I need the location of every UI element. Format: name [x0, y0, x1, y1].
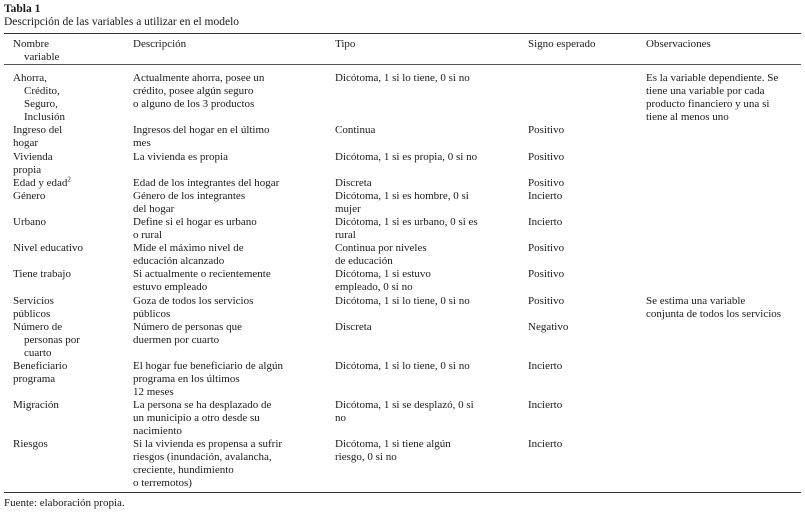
- variable-name-cell: [4, 399, 122, 412]
- type-cell: [335, 438, 520, 464]
- observations-line: Se estima una variable: [646, 295, 746, 307]
- description-line: Mide el máximo nivel de: [133, 242, 244, 254]
- description-line: o terremotos): [133, 477, 192, 489]
- variable-name-line: Nivel educativo: [13, 242, 83, 254]
- variable-name-line: Número de: [13, 321, 63, 333]
- description-line: Edad de los integrantes del hogar: [133, 177, 280, 189]
- description-line: Goza de todos los servicios: [133, 295, 254, 307]
- description-line: Define si el hogar es urbano: [133, 216, 257, 228]
- variable-name-cell: [4, 360, 122, 386]
- expected-sign-line: Positivo: [528, 268, 565, 280]
- type-cell: [335, 177, 520, 190]
- expected-sign-cell: [528, 438, 638, 451]
- expected-sign-line: Incierto: [528, 438, 563, 450]
- variable-name-line: Género: [13, 190, 46, 202]
- type-line: rural: [335, 229, 356, 241]
- description-cell: [133, 72, 333, 111]
- type-cell: [335, 268, 520, 294]
- expected-sign-cell: [528, 177, 638, 190]
- type-cell: [335, 124, 520, 137]
- expected-sign-line: Incierto: [528, 216, 563, 228]
- variable-name-line: hogar: [13, 137, 39, 149]
- variable-name-line: programa: [13, 373, 56, 385]
- observations-line: producto financiero y una si: [646, 98, 770, 110]
- type-line: Continua: [335, 124, 376, 136]
- expected-sign-cell: [528, 268, 638, 281]
- expected-sign-header: [528, 38, 638, 51]
- type-cell: [335, 242, 520, 268]
- description-cell: [133, 360, 333, 399]
- type-line: Discreta: [335, 321, 372, 333]
- expected-sign-line: Incierto: [528, 399, 563, 411]
- description-line: del hogar: [133, 203, 175, 215]
- type-cell: [335, 72, 520, 85]
- variable-name-cell: [4, 124, 122, 150]
- variable-name-line: Nombre: [13, 38, 50, 50]
- description-line: públicos: [133, 308, 171, 320]
- description-line: mes: [133, 137, 151, 149]
- variable-name-line: Tiene trabajo: [13, 268, 71, 280]
- table-number: Tabla 1: [4, 3, 41, 15]
- variable-name-line: Servicios: [13, 295, 54, 307]
- description-cell: [133, 177, 333, 190]
- variable-name-line: Vivienda: [13, 151, 53, 163]
- type-line: de educación: [335, 255, 393, 267]
- description-cell: [133, 216, 333, 242]
- description-line: La vivienda es propia: [133, 151, 228, 163]
- expected-sign-line: Positivo: [528, 151, 565, 163]
- expected-sign-line: Positivo: [528, 242, 565, 254]
- observations-line: conjunta de todos los servicios: [646, 308, 782, 320]
- description-line: un municipio a otro desde su: [133, 412, 260, 424]
- expected-sign-cell: [528, 190, 638, 203]
- description-cell: [133, 190, 333, 216]
- expected-sign-cell: [528, 399, 638, 412]
- observations-cell: [646, 72, 801, 124]
- variable-name-cell: [4, 216, 122, 229]
- type-line: Tipo: [335, 38, 356, 50]
- bottom-rule: [4, 492, 801, 493]
- variable-name-line: Crédito,: [24, 85, 60, 97]
- expected-sign-line: Incierto: [528, 360, 563, 372]
- description-cell: [133, 268, 333, 294]
- description-line: programa en los últimos: [133, 373, 240, 385]
- description-cell: [133, 242, 333, 268]
- type-line: Dicótoma, 1 si lo tiene, 0 si no: [335, 295, 470, 307]
- description-cell: [133, 399, 333, 438]
- expected-sign-cell: [528, 151, 638, 164]
- description-line: Actualmente ahorra, posee un: [133, 72, 265, 84]
- variable-name-line: Ahorra,: [13, 72, 47, 84]
- table-title: Descripción de las variables a utilizar en el modelo: [4, 16, 240, 28]
- type-cell: [335, 295, 520, 308]
- expected-sign-cell: [528, 216, 638, 229]
- variable-name-cell: [4, 177, 122, 190]
- description-line: crédito, posee algún seguro: [133, 85, 254, 97]
- type-line: Dicótoma, 1 si es urbano, 0 si es: [335, 216, 478, 228]
- variable-name-line: Riesgos: [13, 438, 48, 450]
- type-line: Continua por niveles: [335, 242, 427, 254]
- type-line: Dicótoma, 1 si es propia, 0 si no: [335, 151, 478, 163]
- type-line: Dicótoma, 1 si lo tiene, 0 si no: [335, 72, 470, 84]
- expected-sign-cell: [528, 295, 638, 308]
- expected-sign-cell: [528, 242, 638, 255]
- type-line: Dicótoma, 1 si es hombre, 0 si: [335, 190, 469, 202]
- table-source: Fuente: elaboración propia.: [4, 497, 125, 509]
- variable-name-line: Beneficiario: [13, 360, 68, 372]
- description-line: Descripción: [133, 38, 187, 50]
- description-line: o alguno de los 3 productos: [133, 98, 255, 110]
- observations-header: [646, 38, 801, 51]
- type-line: Discreta: [335, 177, 372, 189]
- expected-sign-cell: [528, 124, 638, 137]
- type-cell: [335, 216, 520, 242]
- expected-sign-line: Positivo: [528, 124, 565, 136]
- type-line: no: [335, 412, 346, 424]
- variable-name-line: Ingreso del: [13, 124, 63, 136]
- description-line: estuvo empleado: [133, 281, 208, 293]
- expected-sign-line: Signo esperado: [528, 38, 596, 50]
- variable-name-line: cuarto: [24, 347, 52, 359]
- description-line: Número de personas que: [133, 321, 243, 333]
- type-cell: [335, 151, 520, 164]
- variable-name-line: variable: [24, 51, 60, 63]
- variable-name-line: personas por: [24, 334, 80, 346]
- observations-line: Observaciones: [646, 38, 711, 50]
- observations-line: Es la variable dependiente. Se: [646, 72, 779, 84]
- table-caption: [4, 3, 239, 29]
- variable-name-cell: [4, 242, 122, 255]
- type-cell: [335, 190, 520, 216]
- expected-sign-line: Positivo: [528, 177, 565, 189]
- description-line: educación alcanzado: [133, 255, 225, 267]
- description-cell: [133, 295, 333, 321]
- variable-name-line: Migración: [13, 399, 59, 411]
- variable-name-cell: [4, 321, 122, 360]
- variable-name-cell: [4, 438, 122, 451]
- variable-name-cell: [4, 151, 122, 177]
- variable-name-line: propia: [13, 164, 42, 176]
- expected-sign-line: Incierto: [528, 190, 563, 202]
- type-line: empleado, 0 si no: [335, 281, 413, 293]
- description-cell: [133, 124, 333, 150]
- variable-name-cell: [4, 72, 122, 124]
- variable-name-cell: [4, 190, 122, 203]
- variable-name-line: Seguro,: [24, 98, 58, 110]
- type-cell: [335, 360, 520, 373]
- observations-line: tiene al menos uno: [646, 111, 729, 123]
- variable-name-header: [4, 38, 122, 64]
- description-line: La persona se ha desplazado de: [133, 399, 272, 411]
- type-header: [335, 38, 520, 51]
- variable-name-cell: [4, 295, 122, 321]
- description-cell: [133, 438, 333, 490]
- type-line: Dicótoma, 1 si tiene algún: [335, 438, 451, 450]
- expected-sign-line: Negativo: [528, 321, 569, 333]
- description-line: creciente, hundimiento: [133, 464, 234, 476]
- description-cell: [133, 151, 333, 164]
- description-line: duermen por cuarto: [133, 334, 220, 346]
- top-rule: [4, 33, 801, 34]
- type-cell: [335, 399, 520, 425]
- description-line: El hogar fue beneficiario de algún: [133, 360, 283, 372]
- description-line: Si la vivienda es propensa a sufrir: [133, 438, 283, 450]
- type-cell: [335, 321, 520, 334]
- variable-name-cell: [4, 268, 122, 281]
- description-line: Género de los integrantes: [133, 190, 246, 202]
- observations-cell: [646, 295, 801, 321]
- description-line: nacimiento: [133, 425, 182, 437]
- description-cell: [133, 321, 333, 347]
- variable-name-line: Inclusión: [24, 111, 65, 123]
- description-line: Ingresos del hogar en el último: [133, 124, 270, 136]
- variable-name-line: Urbano: [13, 216, 46, 228]
- type-line: Dicótoma, 1 si lo tiene, 0 si no: [335, 360, 470, 372]
- observations-line: tiene una variable por cada: [646, 85, 765, 97]
- variable-name-line: públicos: [13, 308, 51, 320]
- type-line: Dicótoma, 1 si se desplazó, 0 si: [335, 399, 474, 411]
- expected-sign-cell: [528, 321, 638, 334]
- superscript: 2: [67, 175, 71, 184]
- expected-sign-line: Positivo: [528, 295, 565, 307]
- type-line: riesgo, 0 si no: [335, 451, 397, 463]
- header-rule: [4, 64, 801, 65]
- description-line: 12 meses: [133, 386, 174, 398]
- type-line: mujer: [335, 203, 361, 215]
- variable-name-line: Edad y edad$^2$: [13, 175, 71, 189]
- description-header: [133, 38, 333, 51]
- expected-sign-cell: [528, 360, 638, 373]
- description-line: Si actualmente o recientemente: [133, 268, 271, 280]
- type-line: Dicótoma, 1 si estuvo: [335, 268, 431, 280]
- description-line: riesgos (inundación, avalancha,: [133, 451, 272, 463]
- description-line: o rural: [133, 229, 163, 241]
